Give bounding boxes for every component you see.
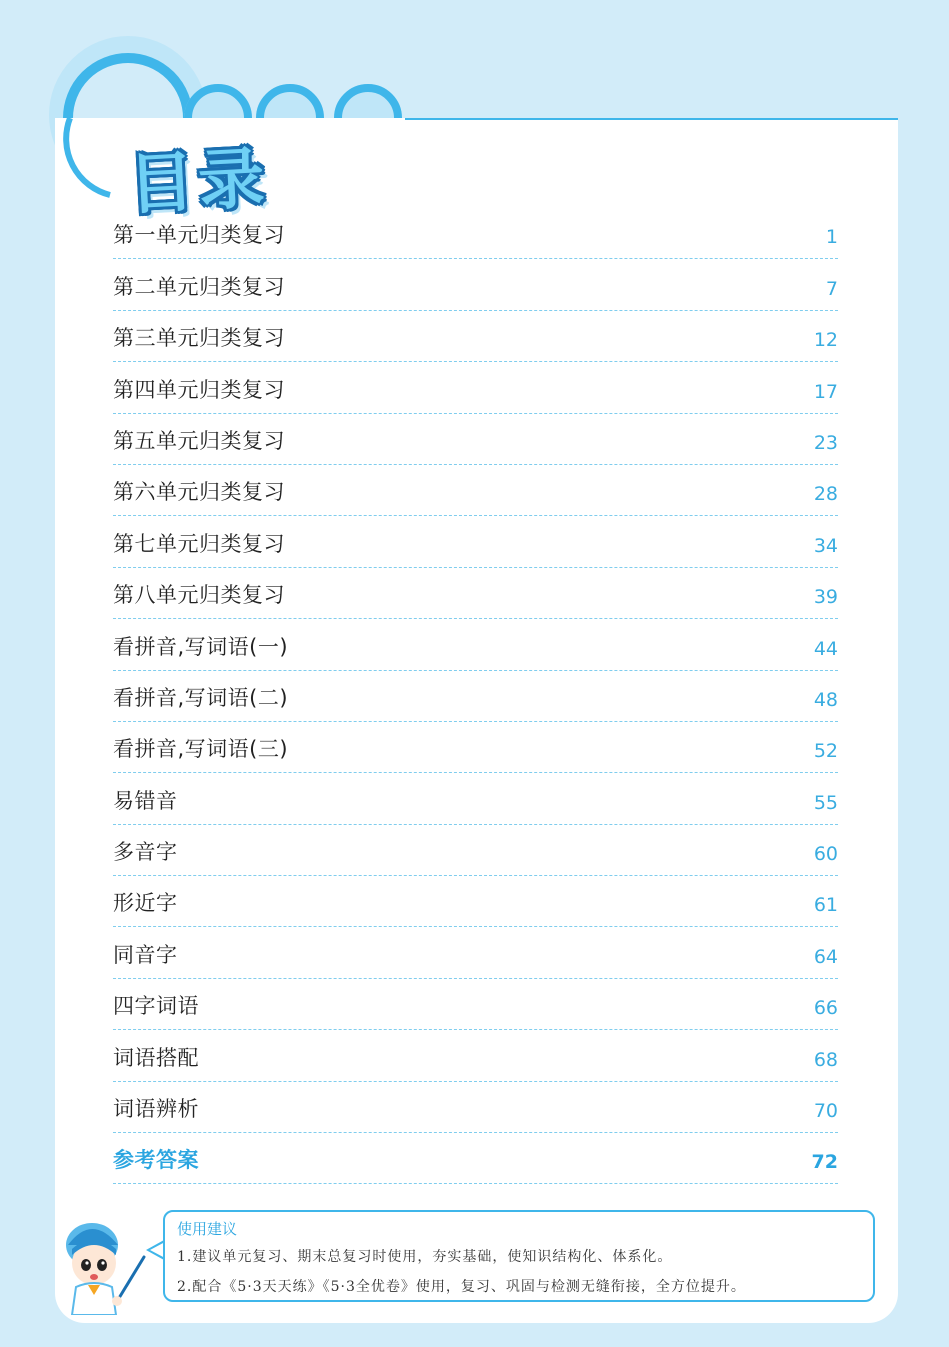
toc-entry-label: 第四单元归类复习 <box>113 377 285 402</box>
toc-entry-page: 72 <box>811 1151 838 1174</box>
toc-entry-page: 55 <box>813 791 838 814</box>
toc-row[interactable] <box>113 927 838 978</box>
toc-entry-page: 61 <box>813 894 838 917</box>
tips-title: 使用建议 <box>177 1220 238 1238</box>
toc-entry-label: 形近字 <box>113 891 178 916</box>
tip-line-1: 1.建议单元复习、期末总复习时使用，夯实基础，使知识结构化、体系化。 <box>177 1249 673 1265</box>
toc-entry-label: 四字词语 <box>113 994 199 1019</box>
toc-entry-page: 70 <box>813 1100 838 1123</box>
toc-entry-page: 44 <box>813 637 838 660</box>
toc-entry-label: 词语搭配 <box>113 1045 199 1070</box>
toc-row[interactable] <box>113 1030 838 1081</box>
toc-entry-label: 同音字 <box>113 942 178 967</box>
toc-entry-page: 1 <box>825 226 838 249</box>
toc-entry-page: 66 <box>813 997 838 1020</box>
toc-entry-page: 68 <box>813 1048 838 1071</box>
toc-entry-page: 48 <box>813 688 838 711</box>
cartoon-boy-with-pointer-icon <box>60 1215 150 1315</box>
toc-entry-page: 23 <box>813 431 838 454</box>
toc-row[interactable] <box>113 568 838 619</box>
toc-entry-label: 看拼音,写词语(二) <box>113 685 289 710</box>
toc-row[interactable] <box>113 362 838 413</box>
toc-row[interactable] <box>113 671 838 722</box>
toc-entry-page: 60 <box>813 843 838 866</box>
toc-row[interactable] <box>113 259 838 310</box>
toc-entry-label: 第二单元归类复习 <box>113 274 285 299</box>
toc-row[interactable] <box>113 516 838 567</box>
table-of-contents <box>113 208 838 1184</box>
toc-row[interactable] <box>113 619 838 670</box>
toc-entry-page: 17 <box>813 380 838 403</box>
toc-row[interactable] <box>113 414 838 465</box>
toc-row[interactable] <box>113 876 838 927</box>
toc-row[interactable] <box>113 465 838 516</box>
usage-tips-box <box>163 1210 875 1302</box>
toc-row[interactable] <box>113 825 838 876</box>
toc-entry-page: 52 <box>813 740 838 763</box>
toc-entry-label: 第五单元归类复习 <box>113 428 285 453</box>
tip-line-2: 2.配合《5·3天天练》《5·3全优卷》使用，复习、巩固与检测无缝衔接，全方位提升。 <box>177 1279 746 1295</box>
toc-entry-page: 28 <box>813 483 838 506</box>
toc-row[interactable] <box>113 1133 838 1184</box>
toc-row[interactable] <box>113 979 838 1030</box>
toc-entry-label: 多音字 <box>113 840 178 865</box>
toc-entry-label: 参考答案 <box>113 1148 199 1173</box>
toc-entry-label: 词语辨析 <box>113 1097 199 1122</box>
toc-entry-label: 第六单元归类复习 <box>113 480 285 505</box>
toc-entry-label: 看拼音,写词语(一) <box>113 634 289 659</box>
toc-entry-page: 64 <box>813 945 838 968</box>
toc-entry-page: 7 <box>825 277 838 300</box>
toc-entry-label: 第三单元归类复习 <box>113 326 285 351</box>
toc-entry-label: 第一单元归类复习 <box>113 223 285 248</box>
toc-row[interactable] <box>113 773 838 824</box>
toc-entry-label: 第八单元归类复习 <box>113 583 285 608</box>
toc-row[interactable] <box>113 1082 838 1133</box>
toc-entry-label: 易错音 <box>113 788 178 813</box>
toc-entry-label: 第七单元归类复习 <box>113 531 285 556</box>
toc-entry-page: 34 <box>813 534 838 557</box>
toc-entry-page: 12 <box>813 329 838 352</box>
toc-row[interactable] <box>113 722 838 773</box>
toc-entry-page: 39 <box>813 586 838 609</box>
page-title: 目录 <box>126 139 271 224</box>
toc-row[interactable] <box>113 208 838 259</box>
toc-entry-label: 看拼音,写词语(三) <box>113 737 289 762</box>
header-rule <box>405 118 898 120</box>
toc-row[interactable] <box>113 311 838 362</box>
